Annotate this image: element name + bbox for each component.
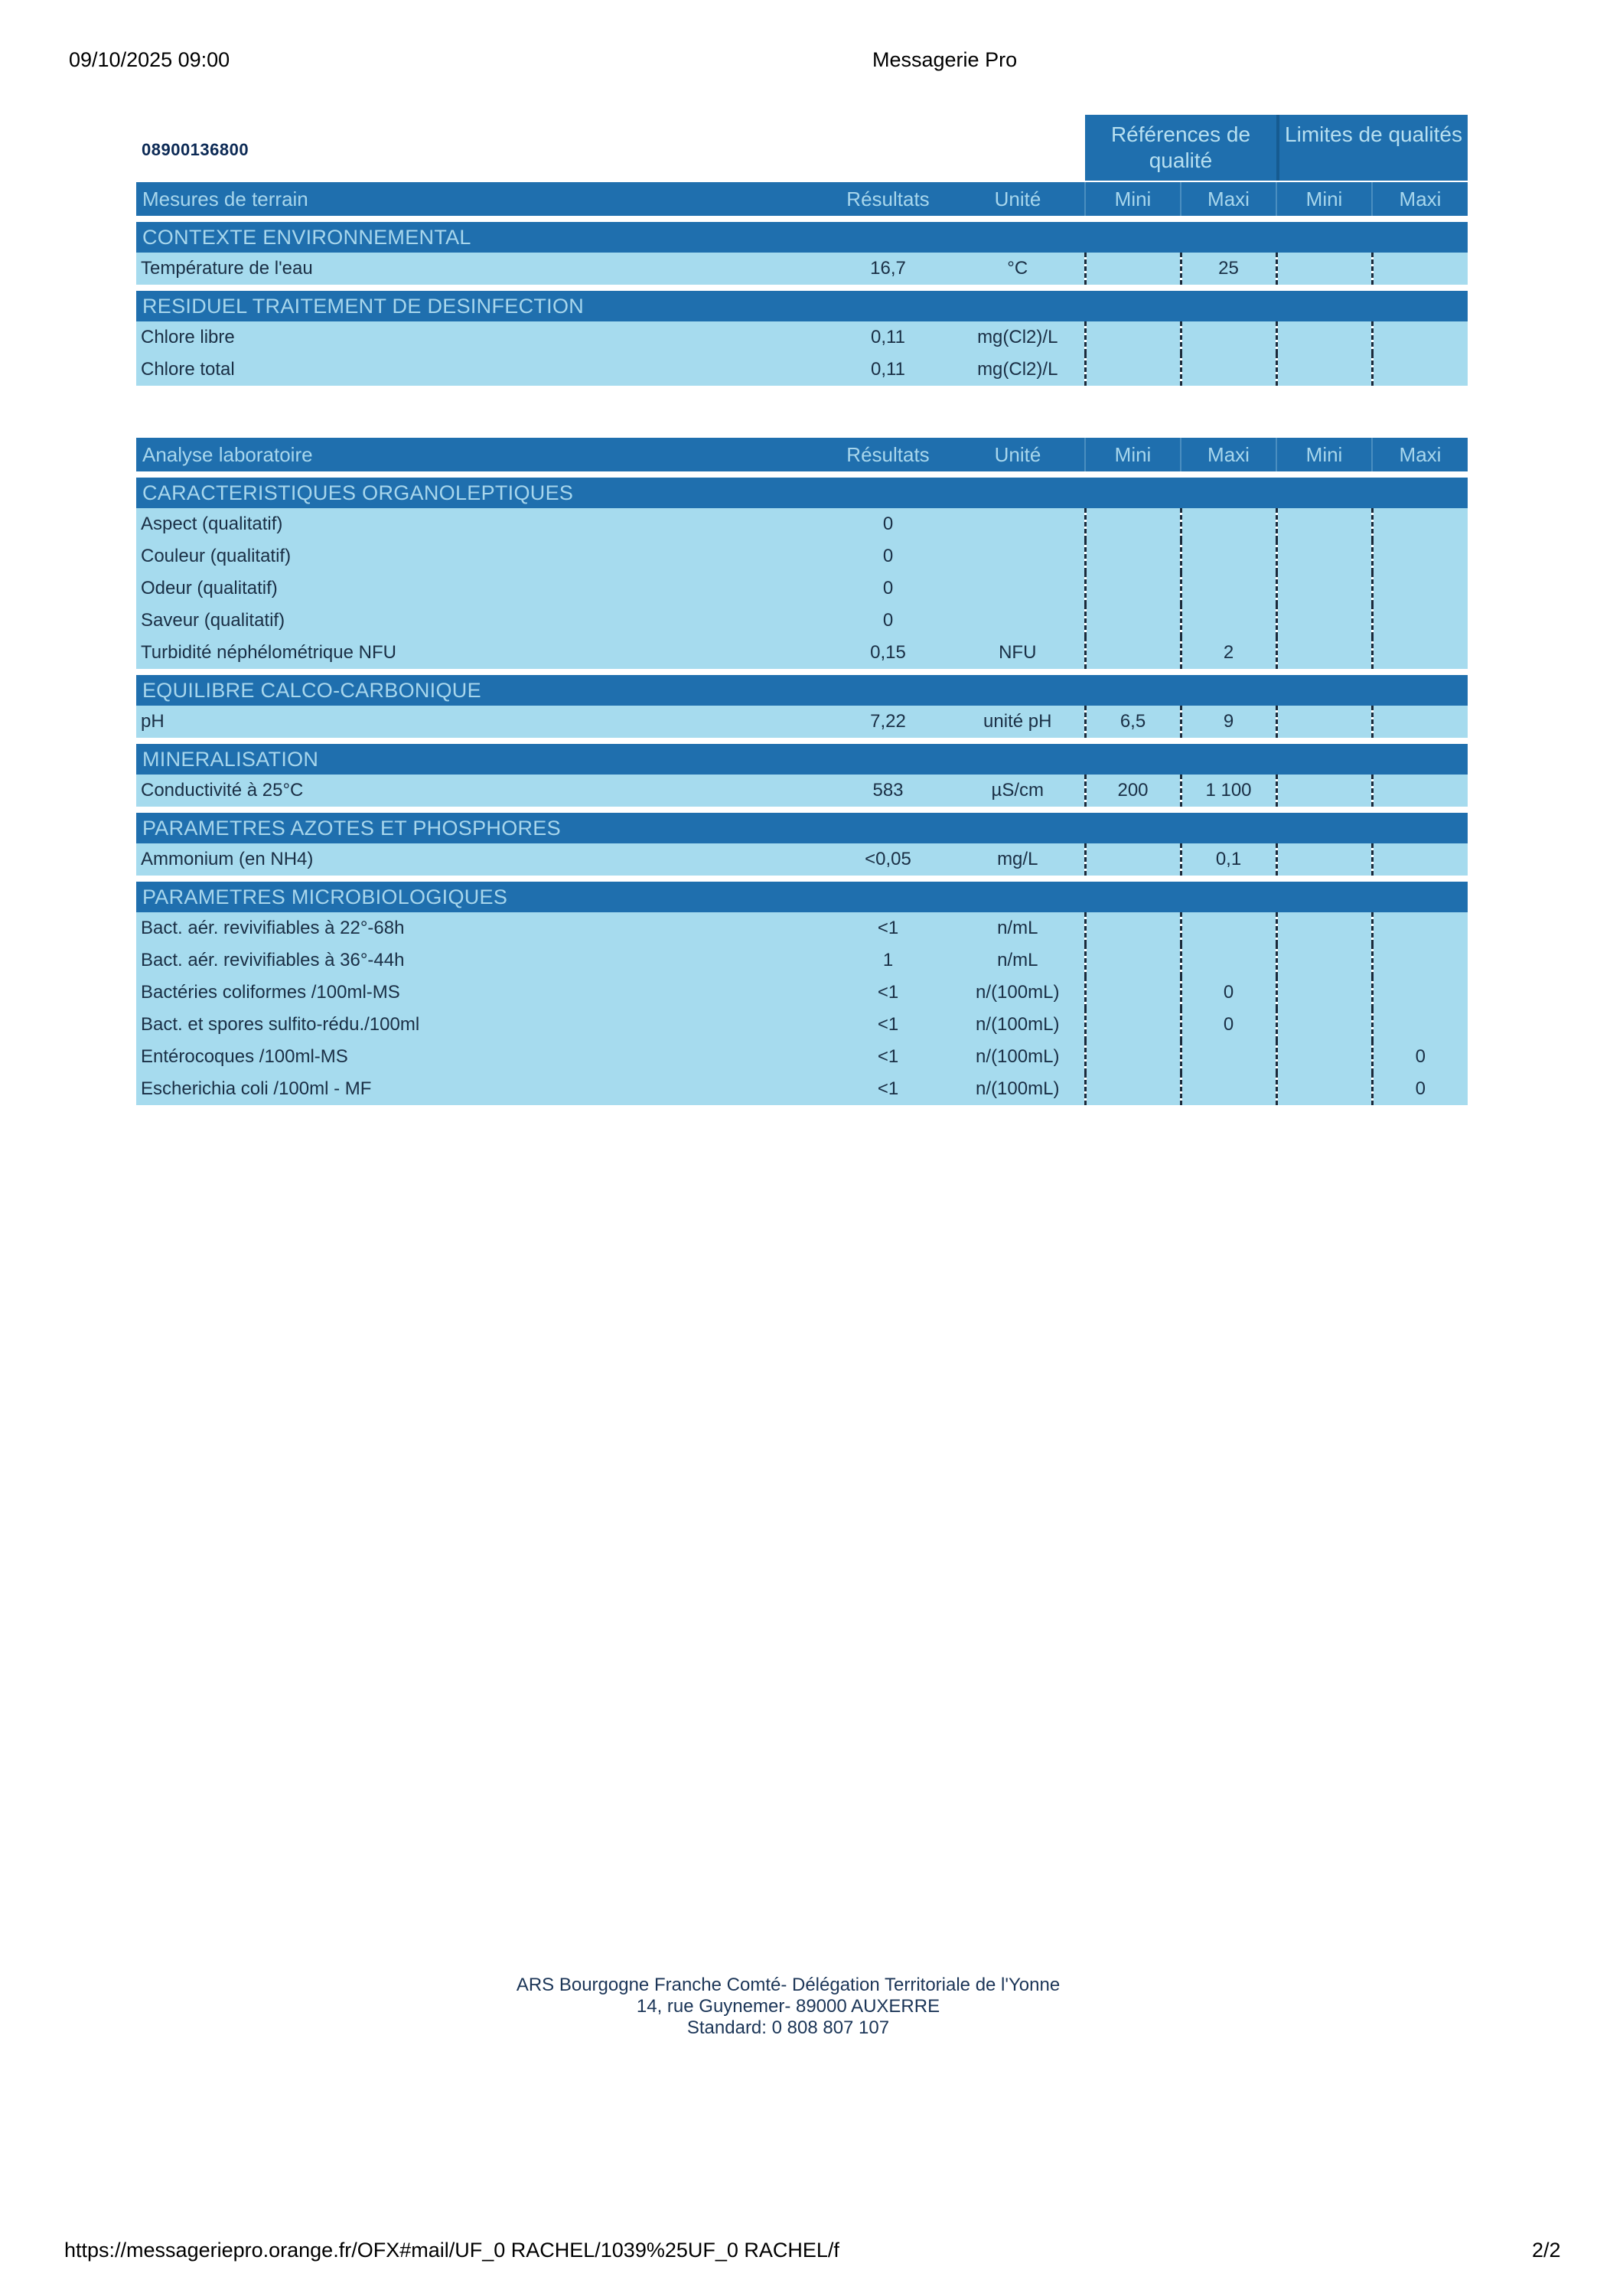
section-spacer-cell [136, 876, 1468, 882]
ref-mini-value: 6,5 [1085, 706, 1181, 738]
section-spacer [136, 669, 1468, 675]
ref-maxi-value [1181, 508, 1276, 540]
lim-maxi-value: 0 [1372, 1041, 1468, 1073]
ref-mini-value [1085, 1009, 1181, 1041]
ref-mini-value [1085, 508, 1181, 540]
section-header-row [136, 675, 1468, 706]
lim-mini-value [1276, 843, 1372, 876]
col-header-ref-mini: Mini [1085, 438, 1181, 471]
section-header-row [136, 222, 1468, 253]
references-qualite-header [1085, 115, 1276, 181]
ref-mini-value [1085, 843, 1181, 876]
table-header-row [136, 182, 1468, 216]
lim-mini-value [1276, 706, 1372, 738]
section-spacer [136, 738, 1468, 744]
table-row [136, 1009, 1468, 1041]
col-header-resultats: Résultats [825, 182, 951, 216]
section-title: EQUILIBRE CALCO-CARBONIQUE [136, 675, 1468, 706]
lim-mini-value [1276, 605, 1372, 637]
section-spacer-cell [136, 471, 1468, 478]
col-header-ref-mini: Mini [1085, 182, 1181, 216]
lim-mini-value [1276, 1009, 1372, 1041]
section-header-row [136, 478, 1468, 508]
lim-maxi-value [1372, 540, 1468, 572]
section-spacer-cell [136, 669, 1468, 675]
ref-maxi-value: 0,1 [1181, 843, 1276, 876]
table-row [136, 944, 1468, 977]
col-header-lim-maxi: Maxi [1372, 438, 1468, 471]
unit-value: n/(100mL) [951, 1041, 1085, 1073]
section-spacer [136, 876, 1468, 882]
lim-maxi-value [1372, 253, 1468, 285]
section-spacer-cell [136, 807, 1468, 813]
lim-maxi-value [1372, 706, 1468, 738]
ref-mini-value [1085, 321, 1181, 354]
unit-value: °C [951, 253, 1085, 285]
ref-mini-value [1085, 1041, 1181, 1073]
unit-value: NFU [951, 637, 1085, 669]
parameter-name: Odeur (qualitatif) [136, 572, 825, 605]
unit-value: n/(100mL) [951, 1073, 1085, 1105]
result-value: 0,11 [825, 354, 951, 386]
unit-value: n/mL [951, 944, 1085, 977]
result-value: <1 [825, 1009, 951, 1041]
lim-maxi-value [1372, 354, 1468, 386]
ref-mini-value [1085, 540, 1181, 572]
lim-maxi-value [1372, 843, 1468, 876]
lim-maxi-value [1372, 637, 1468, 669]
ref-maxi-value [1181, 912, 1276, 944]
lim-mini-value [1276, 1073, 1372, 1105]
ref-mini-value [1085, 912, 1181, 944]
result-value: <1 [825, 912, 951, 944]
print-date: 09/10/2025 09:00 [69, 48, 230, 71]
table-row [136, 253, 1468, 285]
section-header-row [136, 744, 1468, 775]
ref-maxi-value [1181, 321, 1276, 354]
section-title: MINERALISATION [136, 744, 1468, 775]
ref-maxi-value [1181, 1041, 1276, 1073]
parameter-name: Entérocoques /100ml-MS [136, 1041, 825, 1073]
section-spacer-cell [136, 285, 1468, 291]
ref-maxi-value: 0 [1181, 1009, 1276, 1041]
lim-mini-value [1276, 321, 1372, 354]
result-value: 0,15 [825, 637, 951, 669]
table-row [136, 637, 1468, 669]
lim-maxi-value [1372, 944, 1468, 977]
ref-mini-value [1085, 1073, 1181, 1105]
terrain-table [136, 182, 1468, 386]
result-value: 0 [825, 572, 951, 605]
lim-mini-value [1276, 637, 1372, 669]
parameter-name: Bact. et spores sulfito-rédu./100ml [136, 1009, 825, 1041]
table-row [136, 977, 1468, 1009]
col-header-unite: Unité [951, 182, 1085, 216]
footer-line-phone: Standard: 0 808 807 107 [686, 2017, 890, 2038]
ref-mini-value [1085, 605, 1181, 637]
section-spacer-cell [136, 738, 1468, 744]
parameter-name: Escherichia coli /100ml - MF [136, 1073, 825, 1105]
section-title: PARAMETRES AZOTES ET PHOSPHORES [136, 813, 1468, 843]
section-header-row [136, 291, 1468, 321]
col-header-ref-maxi: Maxi [1181, 438, 1276, 471]
ref-maxi-value [1181, 354, 1276, 386]
footer-address [383, 1975, 1194, 2039]
labo-table [136, 438, 1468, 1105]
table-title: Analyse laboratoire [136, 438, 825, 471]
parameter-name: Conductivité à 25°C [136, 775, 825, 807]
col-header-lim-mini: Mini [1276, 182, 1372, 216]
ref-mini-value [1085, 572, 1181, 605]
table-row [136, 321, 1468, 354]
result-value: <1 [825, 977, 951, 1009]
lim-mini-value [1276, 912, 1372, 944]
col-header-lim-mini: Mini [1276, 438, 1372, 471]
document-id: 08900136800 [142, 140, 249, 159]
parameter-name: Chlore total [136, 354, 825, 386]
unit-value [951, 508, 1085, 540]
lim-maxi-value [1372, 605, 1468, 637]
ref-mini-value [1085, 977, 1181, 1009]
table-row [136, 605, 1468, 637]
section-spacer [136, 216, 1468, 222]
unit-value [951, 605, 1085, 637]
references-qualite-label: Références de qualité [1110, 122, 1251, 172]
footer-line-organisation: ARS Bourgogne Franche Comté- Délégation Territoriale de l'Yonne [516, 1975, 1061, 1995]
col-header-unite: Unité [951, 438, 1085, 471]
table-row [136, 843, 1468, 876]
table-title: Mesures de terrain [136, 182, 825, 216]
section-title: CONTEXTE ENVIRONNEMENTAL [136, 222, 1468, 253]
limites-qualite-label: Limites de qualités [1285, 122, 1462, 146]
result-value: <1 [825, 1041, 951, 1073]
unit-value: n/(100mL) [951, 977, 1085, 1009]
table-row [136, 540, 1468, 572]
ref-mini-value: 200 [1085, 775, 1181, 807]
col-header-lim-maxi: Maxi [1372, 182, 1468, 216]
parameter-name: Bact. aér. revivifiables à 22°-68h [136, 912, 825, 944]
print-title: Messagerie Pro [872, 48, 1018, 71]
print-url: https://messageriepro.orange.fr/OFX#mail/UF_0 RACHEL/1039%25UF_0 RACHEL/f [64, 2239, 839, 2262]
table-row [136, 775, 1468, 807]
lim-maxi-value [1372, 977, 1468, 1009]
parameter-name: Bactéries coliformes /100ml-MS [136, 977, 825, 1009]
result-value: 16,7 [825, 253, 951, 285]
result-value: 583 [825, 775, 951, 807]
result-value: 0 [825, 508, 951, 540]
lim-mini-value [1276, 1041, 1372, 1073]
result-value: 7,22 [825, 706, 951, 738]
unit-value: n/mL [951, 912, 1085, 944]
unit-value: µS/cm [951, 775, 1085, 807]
result-value: 0 [825, 605, 951, 637]
parameter-name: Température de l'eau [136, 253, 825, 285]
ref-mini-value [1085, 637, 1181, 669]
result-value: <1 [825, 1073, 951, 1105]
unit-value [951, 540, 1085, 572]
unit-value [951, 572, 1085, 605]
unit-value: mg(Cl2)/L [951, 321, 1085, 354]
parameter-name: Couleur (qualitatif) [136, 540, 825, 572]
lim-maxi-value [1372, 508, 1468, 540]
lim-maxi-value: 0 [1372, 1073, 1468, 1105]
unit-value: n/(100mL) [951, 1009, 1085, 1041]
parameter-name: Aspect (qualitatif) [136, 508, 825, 540]
ref-maxi-value [1181, 572, 1276, 605]
section-header-row [136, 882, 1468, 912]
lim-mini-value [1276, 540, 1372, 572]
lim-mini-value [1276, 572, 1372, 605]
parameter-name: pH [136, 706, 825, 738]
ref-maxi-value [1181, 1073, 1276, 1105]
section-spacer [136, 285, 1468, 291]
table-row [136, 912, 1468, 944]
section-spacer [136, 471, 1468, 478]
lim-mini-value [1276, 977, 1372, 1009]
lim-mini-value [1276, 354, 1372, 386]
limites-qualite-header [1276, 115, 1468, 181]
result-value: 1 [825, 944, 951, 977]
table-row [136, 1073, 1468, 1105]
ref-maxi-value [1181, 605, 1276, 637]
lim-maxi-value [1372, 775, 1468, 807]
table-row [136, 706, 1468, 738]
result-value: <0,05 [825, 843, 951, 876]
unit-value: mg/L [951, 843, 1085, 876]
table-row [136, 1041, 1468, 1073]
ref-maxi-value: 2 [1181, 637, 1276, 669]
ref-maxi-value: 9 [1181, 706, 1276, 738]
lim-mini-value [1276, 944, 1372, 977]
lim-maxi-value [1372, 572, 1468, 605]
section-header-row [136, 813, 1468, 843]
parameter-name: Turbidité néphélométrique NFU [136, 637, 825, 669]
section-title: RESIDUEL TRAITEMENT DE DESINFECTION [136, 291, 1468, 321]
result-value: 0 [825, 540, 951, 572]
lim-mini-value [1276, 508, 1372, 540]
footer-line-address: 14, rue Guynemer- 89000 AUXERRE [636, 1996, 940, 2017]
ref-mini-value [1085, 253, 1181, 285]
lim-maxi-value [1372, 912, 1468, 944]
parameter-name: Chlore libre [136, 321, 825, 354]
section-title: CARACTERISTIQUES ORGANOLEPTIQUES [136, 478, 1468, 508]
table-row [136, 354, 1468, 386]
ref-maxi-value [1181, 944, 1276, 977]
table-header-row [136, 438, 1468, 471]
parameter-name: Bact. aér. revivifiables à 36°-44h [136, 944, 825, 977]
section-title: PARAMETRES MICROBIOLOGIQUES [136, 882, 1468, 912]
section-spacer-cell [136, 216, 1468, 222]
lim-mini-value [1276, 775, 1372, 807]
ref-maxi-value [1181, 540, 1276, 572]
table-row [136, 508, 1468, 540]
ref-mini-value [1085, 944, 1181, 977]
ref-maxi-value: 0 [1181, 977, 1276, 1009]
col-header-resultats: Résultats [825, 438, 951, 471]
ref-maxi-value: 25 [1181, 253, 1276, 285]
table-row [136, 572, 1468, 605]
parameter-name: Saveur (qualitatif) [136, 605, 825, 637]
lim-mini-value [1276, 253, 1372, 285]
lim-maxi-value [1372, 1009, 1468, 1041]
ref-maxi-value: 1 100 [1181, 775, 1276, 807]
section-spacer [136, 807, 1468, 813]
col-header-ref-maxi: Maxi [1181, 182, 1276, 216]
unit-value: mg(Cl2)/L [951, 354, 1085, 386]
parameter-name: Ammonium (en NH4) [136, 843, 825, 876]
print-page-number: 2/2 [1532, 2239, 1561, 2262]
ref-mini-value [1085, 354, 1181, 386]
lim-maxi-value [1372, 321, 1468, 354]
result-value: 0,11 [825, 321, 951, 354]
unit-value: unité pH [951, 706, 1085, 738]
